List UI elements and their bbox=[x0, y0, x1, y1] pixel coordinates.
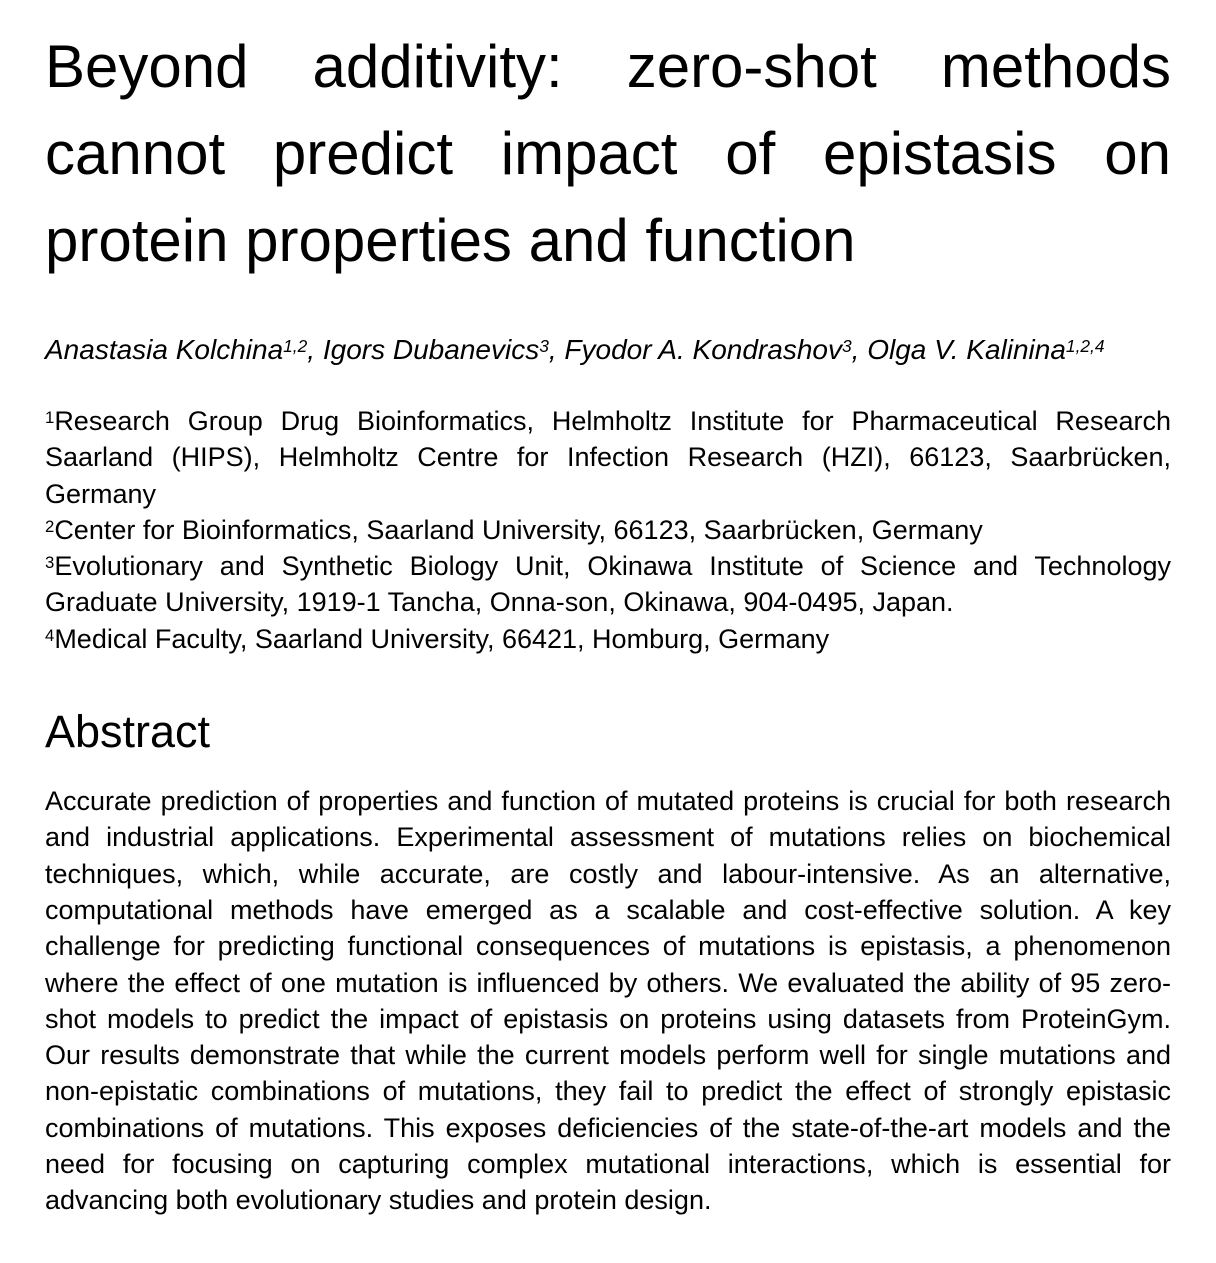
affiliation-text: Center for Bioinformatics, Saarland University, 66123, Saarbrücken, Germany bbox=[54, 514, 983, 545]
author-separator: , bbox=[548, 334, 565, 365]
affiliation-text: Research Group Drug Bioinformatics, Helmholtz Institute for Pharmaceutical Research Saarland (HIPS), Helmholtz Centre for Infection Research (HZI), 66123, Saarbrücken, Germany bbox=[45, 406, 1171, 509]
author-affiliation-ref: 3 bbox=[841, 335, 852, 356]
affiliation-item bbox=[45, 403, 1171, 512]
affiliation-item bbox=[45, 621, 1171, 657]
title-line: protein properties and function bbox=[45, 207, 856, 274]
affiliation-text: Medical Faculty, Saarland University, 66421, Homburg, Germany bbox=[54, 623, 830, 654]
author-name: Anastasia Kolchina bbox=[45, 334, 284, 365]
abstract-heading: Abstract bbox=[45, 706, 211, 758]
author-line bbox=[45, 332, 1171, 368]
affiliation-item bbox=[45, 548, 1171, 621]
affiliation-number: 1 bbox=[45, 407, 55, 427]
author-affiliation-ref: 3 bbox=[539, 335, 549, 356]
author-name: Igors Dubanevics bbox=[322, 334, 540, 365]
affiliation-number: 3 bbox=[45, 553, 55, 573]
affiliation-list bbox=[45, 403, 1171, 657]
paper-title bbox=[45, 23, 1171, 284]
title-line: Beyond additivity: zero-shot methods bbox=[45, 33, 1171, 100]
author-affiliation-ref: 1,2 bbox=[283, 335, 308, 356]
author-name: Olga V. Kalinina bbox=[867, 334, 1066, 365]
author-separator: , bbox=[851, 334, 868, 365]
title-line: cannot predict impact of epistasis on bbox=[45, 120, 1171, 187]
author-affiliation-ref: 1,2,4 bbox=[1065, 335, 1105, 356]
affiliation-number: 2 bbox=[45, 516, 55, 536]
affiliation-number: 4 bbox=[45, 625, 55, 645]
author-name: Fyodor A. Kondrashov bbox=[564, 334, 842, 365]
affiliation-item bbox=[45, 512, 1171, 548]
author-separator: , bbox=[307, 334, 323, 365]
abstract-body: Accurate prediction of properties and function of mutated proteins is crucial for both research and industrial applications. Experimental assessment of mutations relies on biochemical techniques, which, while accurate, are costly and labour-intensive. As an alternative, computational methods have emerged as a scalable and cost-effective solution. A key challenge for predicting functional consequences of mutations is epistasis, a phenomenon where the effect of one mutation is influenced by others. We evaluated the ability of 95 zero-shot models to predict the impact of epistasis on proteins using datasets from ProteinGym. Our results demonstrate that while the current models perform well for single mutations and non-epistatic combinations of mutations, they fail to predict the effect of strongly epistasic combinations of mutations. This exposes deficiencies of the state-of-the-art models and the need for focusing on capturing complex mutational interactions, which is essential for advancing both evolutionary studies and protein design. bbox=[45, 786, 1171, 1216]
affiliation-text: Evolutionary and Synthetic Biology Unit, Okinawa Institute of Science and Technology Graduate University, 1919-1 Tancha, Onna-son, Okinawa, 904-0495, Japan. bbox=[45, 551, 1171, 618]
